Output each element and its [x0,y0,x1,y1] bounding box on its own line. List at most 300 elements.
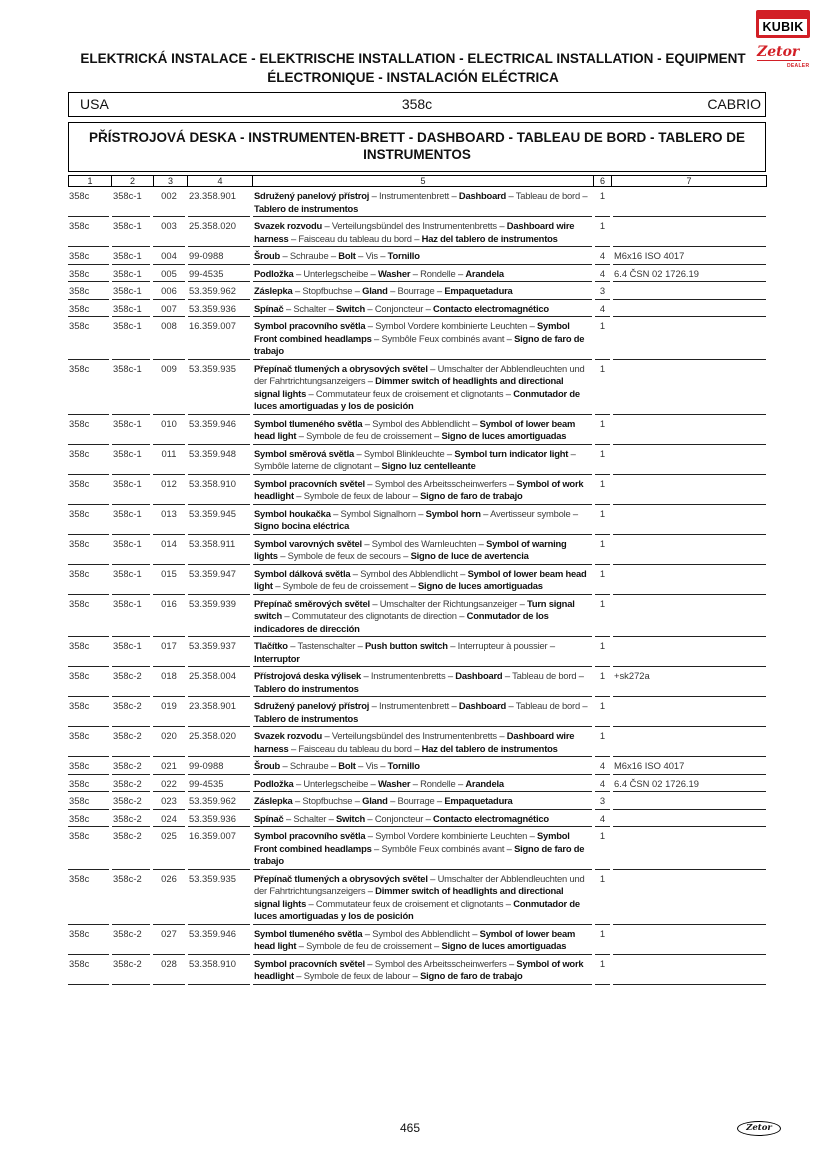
description-separator: – [370,267,376,279]
model-cell: 358c [68,870,109,925]
quantity-cell: 4 [595,775,610,793]
description-separator: – [371,700,377,711]
description-french: Symbôle Feux combinés avant [381,842,505,854]
description-cell [253,925,592,955]
remark-cell [613,317,766,360]
remark-cell [613,282,766,300]
position-cell: 007 [153,300,185,318]
quantity-cell: 1 [595,637,610,667]
description-german: Symbol des Arbeitsscheinwerfers [374,957,507,969]
description-cell [253,217,592,247]
dealer-label: DEALER [787,63,810,69]
group-cell: 358c-2 [112,667,150,697]
description-separator: – [499,730,505,741]
description-english: Bolt [338,250,356,261]
description-czech: Přepínač směrových světel [254,597,370,609]
part-number-cell: 53.359.945 [188,505,250,535]
description-cell [253,317,592,360]
quantity-cell: 1 [595,217,610,247]
description-separator: – [363,670,369,681]
description-french: Faisceau du tableau du bord [298,742,412,754]
description-cell [253,265,592,283]
description-separator: – [282,760,288,771]
part-number-cell: 53.359.935 [188,360,250,415]
description-french: Symbole de feux de labour [303,490,411,501]
table-row [68,300,766,318]
description-french: Tableau de bord [515,190,580,201]
group-cell: 358c-2 [112,792,150,810]
section-title: PŘÍSTROJOVÁ DESKA - INSTRUMENTEN-BRETT - DASHBOARD - TABLEAU DE BORD - TABLERO DE INSTRUMENTOS [89,130,745,162]
table-row [68,415,766,445]
description-separator: – [529,320,535,331]
model-cell: 358c [68,535,109,565]
description-french: Commutateur feux de croisement et clignotants [315,897,504,909]
description-separator: – [509,477,515,489]
description-french: Symbôle laterne de clignotant [254,460,372,471]
description-separator: – [290,742,296,754]
description-separator: – [367,957,373,969]
description-english: Symbol of work headlight [254,477,584,501]
description-separator: – [358,760,364,771]
remark-cell [613,505,766,535]
description-german: Symbol des Warnleuchten [371,537,477,549]
market-label: USA [80,96,109,112]
description-spanish: Arandela [465,267,504,279]
part-number-cell: 16.359.007 [188,317,250,360]
model-cell: 358c [68,667,109,697]
description-english: Gland [362,795,388,806]
description-cell [253,565,592,595]
description-spanish: Tornillo [387,760,420,771]
column-header-6: 6 [594,176,612,187]
description-czech: Záslepka [254,285,293,296]
quantity-cell: 1 [595,925,610,955]
description-english: Washer [377,777,411,789]
description-separator: – [364,537,370,549]
group-cell: 358c-1 [112,505,150,535]
position-cell: 003 [153,217,185,247]
description-german: Verteilungsbündel des Instrumentenbretts [331,220,497,231]
description-separator: – [529,830,535,841]
description-czech: Spínač [254,302,284,314]
description-separator: – [446,447,452,459]
body-variant-label: CABRIO [707,96,761,112]
position-cell: 027 [153,925,185,955]
remark-cell [613,870,766,925]
description-separator: – [478,537,484,549]
description-spanish: Conmutador de luces amortiguadas y los de posición [254,387,580,411]
group-cell: 358c-1 [112,475,150,505]
description-french: Symbole de feu de croissement [306,940,432,951]
quantity-cell: 1 [595,360,610,415]
description-german: Instrumentenbrett [378,700,450,711]
description-spanish: Empaquetadura [444,285,513,296]
column-header-cells [69,176,767,187]
description-czech: Tlačítko [254,640,288,651]
kubik-logo-text: KUBIK [759,19,807,35]
model-cell: 358c [68,217,109,247]
remark-cell: 6.4 ČSN 02 1726.19 [613,775,766,793]
part-number-cell: 99-4535 [188,775,250,793]
description-czech: Symbol houkačka [254,507,331,519]
section-title-box [68,122,766,172]
description-german: Symbol Blinkleuchte [363,447,445,459]
kubik-logo [756,10,810,38]
description-english: Symbol of work headlight [254,957,584,981]
description-separator: – [298,430,304,441]
description-separator: – [505,897,511,909]
table-row [68,265,766,283]
description-separator: – [451,700,457,711]
description-separator: – [380,760,386,771]
description-separator: – [412,490,418,501]
description-separator: – [367,885,373,896]
quantity-cell: 1 [595,595,610,638]
description-separator: – [499,220,505,231]
description-separator: – [390,285,396,296]
group-cell: 358c-1 [112,595,150,638]
description-german: Schraube [289,760,329,771]
description-separator: – [436,795,442,806]
group-cell: 358c-1 [112,445,150,475]
description-separator: – [333,507,339,519]
description-cell [253,415,592,445]
part-number-cell: 99-0988 [188,247,250,265]
description-english: Symbol of lower beam head light [254,417,576,441]
description-separator: – [582,190,588,201]
description-french: Tableau de bord [512,670,577,681]
description-separator: – [280,550,286,561]
description-french: Symbole de feux de labour [303,970,411,981]
description-german: Verteilungsbündel des Instrumentenbretts [331,730,497,741]
description-english: Dashboard [458,190,507,201]
description-german: Symbol des Abblendlicht [360,567,458,579]
zetor-logo-text: Zetor [757,44,800,60]
description-english: Gland [362,285,388,296]
description-german: Symbol des Abblendlicht [372,417,470,429]
description-separator: – [290,640,296,651]
description-separator: – [425,302,431,314]
part-number-cell: 23.358.901 [188,697,250,727]
remark-cell [613,637,766,667]
description-separator: – [370,777,376,789]
description-separator: – [508,190,514,201]
part-number-cell: 53.359.946 [188,925,250,955]
description-french: Symbôle Feux combinés avant [381,332,505,344]
position-cell: 005 [153,265,185,283]
table-row [68,925,766,955]
position-cell: 021 [153,757,185,775]
position-cell: 006 [153,282,185,300]
description-separator: – [504,670,510,681]
description-spanish: Tornillo [387,250,420,261]
description-separator: – [451,190,457,201]
description-separator: – [367,812,373,824]
model-cell: 358c [68,925,109,955]
remark-cell [613,300,766,318]
description-separator: – [374,842,380,854]
group-cell: 358c-1 [112,187,150,217]
description-separator: – [410,580,416,591]
part-number-cell: 53.359.936 [188,300,250,318]
model-cell: 358c [68,955,109,985]
table-row [68,445,766,475]
description-cell [253,475,592,505]
description-separator: – [356,447,362,459]
model-cell: 358c [68,775,109,793]
quantity-cell: 1 [595,445,610,475]
remark-cell [613,697,766,727]
position-cell: 024 [153,810,185,828]
description-separator: – [414,232,420,244]
description-separator: – [295,267,301,279]
description-english: Dashboard [455,670,503,681]
remark-cell [613,827,766,870]
table-row [68,870,766,925]
description-czech: Sdružený panelový přístroj [254,700,370,711]
description-czech: Symbol pracovních světel [254,477,365,489]
description-separator: – [374,460,380,471]
description-spanish: Empaquetadura [444,795,513,806]
description-separator: – [354,795,360,806]
description-spanish: Conmutador de los indicadores de dirección [254,610,549,634]
description-separator: – [372,597,378,609]
table-row [68,827,766,870]
description-separator: – [324,730,330,741]
description-cell [253,187,592,217]
group-cell: 358c-2 [112,925,150,955]
description-cell [253,247,592,265]
description-czech: Symbol pracovních světel [254,957,365,969]
description-separator: – [457,777,463,789]
page-number: 465 [399,1121,421,1135]
description-separator: – [390,795,396,806]
quantity-cell: 1 [595,870,610,925]
table-row [68,565,766,595]
description-spanish: Arandela [465,777,504,789]
quantity-cell: 4 [595,757,610,775]
description-english: Bolt [338,760,356,771]
quantity-cell: 1 [595,535,610,565]
part-number-cell: 53.358.910 [188,475,250,505]
description-cell [253,792,592,810]
description-separator: – [330,250,336,261]
description-cell [253,757,592,775]
description-french: Avertisseur symbole [490,507,571,519]
description-german: Instrumentenbrett [378,190,450,201]
description-cell [253,637,592,667]
quantity-cell: 4 [595,810,610,828]
part-number-cell: 53.359.937 [188,637,250,667]
description-separator: – [367,830,373,841]
position-cell: 009 [153,360,185,415]
description-cell [253,775,592,793]
part-number-cell: 23.358.901 [188,187,250,217]
description-english: Washer [377,267,411,279]
model-bar [68,92,766,117]
quantity-cell: 1 [595,827,610,870]
table-row [68,792,766,810]
description-separator: – [285,812,291,824]
position-cell: 008 [153,317,185,360]
description-french: Conjoncteur [374,812,424,824]
description-cell [253,697,592,727]
position-cell: 004 [153,247,185,265]
description-separator: – [434,940,440,951]
group-cell: 358c-1 [112,535,150,565]
remark-cell [613,955,766,985]
model-cell: 358c [68,505,109,535]
position-cell: 012 [153,475,185,505]
model-cell: 358c [68,265,109,283]
part-number-cell: 53.359.947 [188,565,250,595]
description-separator: – [425,812,431,824]
table-row [68,810,766,828]
table-row [68,247,766,265]
description-separator: – [582,700,588,711]
model-cell: 358c [68,727,109,757]
group-cell: 358c-1 [112,282,150,300]
model-cell: 358c [68,757,109,775]
description-separator: – [505,387,511,399]
description-cell [253,595,592,638]
description-separator: – [430,362,436,374]
description-english: Push button switch [364,640,448,651]
remark-cell: M6x16 ISO 4017 [613,757,766,775]
position-cell: 022 [153,775,185,793]
description-spanish: Signo de luces amortiguadas [441,940,567,951]
group-cell: 358c-1 [112,265,150,283]
description-separator: – [374,332,380,344]
description-separator: – [434,430,440,441]
group-cell: 358c-2 [112,697,150,727]
description-separator: – [506,842,512,854]
table-row [68,217,766,247]
description-separator: – [572,507,578,519]
description-german: Umschalter der Richtungsanzeiger [379,597,518,609]
part-number-cell: 53.359.962 [188,792,250,810]
position-cell: 014 [153,535,185,565]
description-english: Symbol horn [425,507,481,519]
group-cell: 358c-2 [112,757,150,775]
column-header-2: 2 [112,176,154,187]
part-number-cell: 16.359.007 [188,827,250,870]
description-czech: Symbol varovných světel [254,537,362,549]
position-cell: 020 [153,727,185,757]
description-german: Schraube [289,250,329,261]
part-number-cell: 53.359.935 [188,870,250,925]
catalog-title-line-1: ELEKTRICKÁ INSTALACE - ELEKTRISCHE INSTALLATION - ELECTRICAL INSTALLATION - EQUIPMENT [80,51,746,66]
group-cell: 358c-2 [112,955,150,985]
quantity-cell: 1 [595,565,610,595]
description-french: Rondelle [420,267,456,279]
description-french: Commutateur des clignotants de direction [291,610,457,621]
description-french: Interrupteur à poussier [457,640,548,651]
table-row [68,697,766,727]
description-czech: Symbol tlumeného světla [254,927,363,939]
description-czech: Šroub [254,760,281,771]
model-cell: 358c [68,187,109,217]
description-english: Dimmer switch of headlights and directional signal lights [254,375,564,399]
column-header-1: 1 [69,176,112,187]
description-separator: – [358,250,364,261]
part-number-cell: 53.358.911 [188,535,250,565]
quantity-cell: 1 [595,697,610,727]
description-german: Umschalter der Abblendleuchten und der Fahrtrichtungsanzeigers [254,362,585,386]
part-number-cell: 53.359.939 [188,595,250,638]
description-cell [253,282,592,300]
part-number-cell: 53.359.936 [188,810,250,828]
description-separator: – [418,507,424,519]
position-cell: 010 [153,415,185,445]
description-separator: – [367,375,373,386]
description-german: Unterlegscheibe [303,267,369,279]
model-cell: 358c [68,360,109,415]
description-german: Stopfbuchse [302,285,353,296]
table-row [68,727,766,757]
table-row [68,317,766,360]
table-row [68,667,766,697]
remark-cell: M6x16 ISO 4017 [613,247,766,265]
group-cell: 358c-1 [112,217,150,247]
column-header-3: 3 [154,176,188,187]
description-english: Dashboard [458,700,507,711]
part-number-cell: 25.358.020 [188,217,250,247]
description-cell [253,300,592,318]
description-french: Vis [365,760,378,771]
quantity-cell: 1 [595,667,610,697]
table-row [68,282,766,300]
description-czech: Podložka [254,267,294,279]
part-number-cell: 53.358.910 [188,955,250,985]
description-cell [253,870,592,925]
description-cell [253,535,592,565]
description-separator: – [357,640,363,651]
remark-cell [613,565,766,595]
description-separator: – [570,447,576,459]
catalog-title-line-2: ÉLECTRONIQUE - INSTALACIÓN ELÉCTRICA [267,70,559,85]
model-cell: 358c [68,637,109,667]
position-cell: 002 [153,187,185,217]
description-english: Symbol of lower beam head light [254,567,587,591]
group-cell: 358c-2 [112,810,150,828]
description-separator: – [430,872,436,884]
group-cell: 358c-2 [112,727,150,757]
description-separator: – [459,610,465,621]
position-cell: 025 [153,827,185,870]
group-cell: 358c-1 [112,415,150,445]
description-czech: Podložka [254,777,294,789]
model-cell: 358c [68,792,109,810]
description-cell [253,827,592,870]
part-number-cell: 25.358.004 [188,667,250,697]
quantity-cell: 1 [595,955,610,985]
description-spanish: Signo de luce de avertencia [410,550,529,561]
description-czech: Svazek rozvodu [254,220,323,231]
position-cell: 016 [153,595,185,638]
description-czech: Šroub [254,250,281,261]
description-english: Symbol of warning lights [254,537,567,561]
description-separator: – [367,302,373,314]
table-row [68,775,766,793]
description-separator: – [296,490,302,501]
description-english: Dashboard wire harness [254,220,575,244]
description-english: Switch [336,812,366,824]
description-cell [253,667,592,697]
position-cell: 017 [153,637,185,667]
model-cell: 358c [68,475,109,505]
description-separator: – [284,610,290,621]
